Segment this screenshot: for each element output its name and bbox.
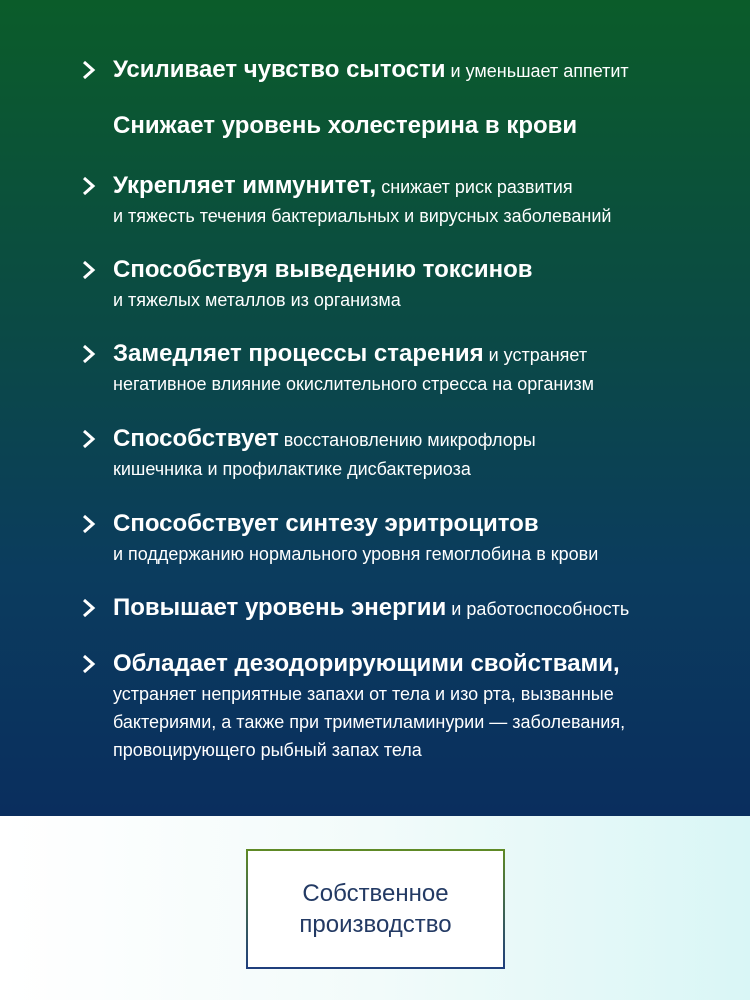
benefit-text: и работоспособность: [446, 599, 630, 619]
badge-line-2: производство: [299, 911, 452, 938]
chevron-right-icon: [81, 653, 97, 675]
benefit-title: Снижает уровень холестерина в крови: [113, 112, 578, 139]
benefit-text: восстановлению микрофлоры: [278, 430, 536, 450]
benefit-title: Обладает дезодорирующими свойствами,: [113, 650, 620, 677]
benefit-title: Усиливает чувство сытости: [113, 56, 446, 83]
chevron-right-icon: [81, 343, 97, 365]
benefit-title: Способствует: [113, 425, 279, 452]
benefit-line: негативное влияние окислительного стресса на организм: [113, 374, 595, 394]
benefit-title: Замедляет процессы старения: [113, 340, 484, 367]
benefit-title: Укрепляет иммунитет,: [113, 172, 377, 199]
chevron-right-icon: [81, 59, 97, 81]
chevron-right-icon: [81, 428, 97, 450]
benefit-title: Способствуя выведению токсинов: [113, 256, 533, 283]
benefit-line: и тяжесть течения бактериальных и вирусных заболеваний: [113, 206, 612, 226]
benefit-title: Повышает уровень энергии: [113, 594, 447, 621]
benefit-line: провоцирующего рыбный запах тела: [113, 740, 422, 760]
benefit-line: кишечника и профилактике дисбактериоза: [113, 459, 471, 479]
badge-line-1: Собственное: [302, 880, 449, 907]
chevron-right-icon: [81, 175, 97, 197]
own-production-badge: [246, 849, 505, 969]
benefit-title: Способствует синтезу эритроцитов: [113, 510, 539, 537]
chevron-right-icon: [81, 259, 97, 281]
benefit-line: и тяжелых металлов из организма: [113, 290, 401, 310]
benefit-text: и уменьшает аппетит: [445, 61, 629, 81]
chevron-right-icon: [81, 513, 97, 535]
chevron-right-icon: [81, 597, 97, 619]
benefit-text: и устраняет: [483, 345, 588, 365]
benefit-line: бактериями, а также при триметиламинурии — заболевания,: [113, 712, 626, 732]
benefit-text: снижает риск развития: [376, 177, 573, 197]
benefit-line: устраняет неприятные запахи от тела и изо рта, вызванные: [113, 684, 614, 704]
benefit-line: и поддержанию нормального уровня гемоглобина в крови: [113, 544, 599, 564]
